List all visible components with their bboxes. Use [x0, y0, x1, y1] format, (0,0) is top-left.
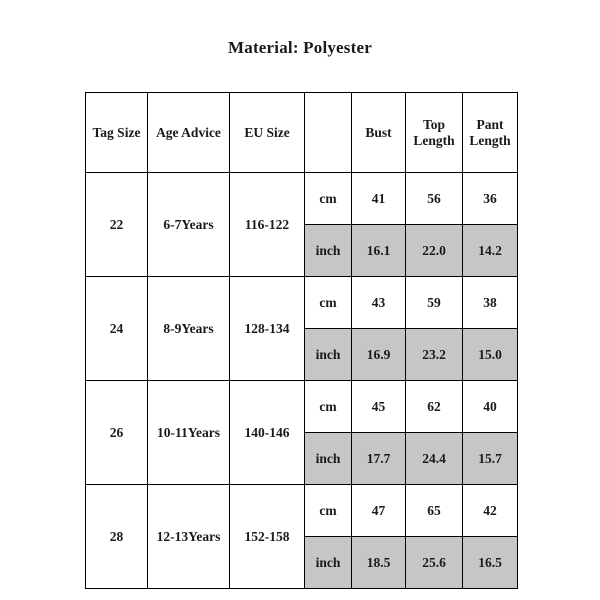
column-header-eu-size: EU Size [230, 93, 305, 173]
cell-bust-inch: 16.1 [352, 225, 406, 277]
cell-unit-cm: cm [305, 277, 352, 329]
table-body [86, 173, 518, 589]
cell-pant-length-inch: 15.0 [463, 329, 518, 381]
table-row [86, 173, 518, 225]
cell-bust-cm: 43 [352, 277, 406, 329]
cell-tag-size: 26 [86, 381, 148, 485]
cell-pant-length-inch: 16.5 [463, 537, 518, 589]
cell-bust-inch: 18.5 [352, 537, 406, 589]
cell-unit-inch: inch [305, 433, 352, 485]
cell-top-length-cm: 56 [406, 173, 463, 225]
cell-top-length-inch: 23.2 [406, 329, 463, 381]
cell-pant-length-inch: 14.2 [463, 225, 518, 277]
cell-unit-inch: inch [305, 537, 352, 589]
cell-eu-size: 128-134 [230, 277, 305, 381]
cell-age-advice: 8-9Years [148, 277, 230, 381]
cell-age-advice: 10-11Years [148, 381, 230, 485]
cell-tag-size: 28 [86, 485, 148, 589]
column-header-pant-length [463, 93, 518, 173]
cell-bust-inch: 17.7 [352, 433, 406, 485]
table-header [86, 93, 518, 173]
size-chart-table [85, 92, 518, 589]
page-title: Material: Polyester [228, 38, 372, 57]
cell-pant-length-inch: 15.7 [463, 433, 518, 485]
column-header-age-advice: Age Advice [148, 93, 230, 173]
cell-tag-size: 22 [86, 173, 148, 277]
cell-bust-cm: 45 [352, 381, 406, 433]
cell-unit-cm: cm [305, 173, 352, 225]
cell-top-length-cm: 65 [406, 485, 463, 537]
cell-top-length-inch: 24.4 [406, 433, 463, 485]
column-header-unit [305, 93, 352, 173]
column-header-pant-length-line1: Pant [476, 116, 504, 132]
column-header-tag-size: Tag Size [86, 93, 148, 173]
cell-unit-cm: cm [305, 381, 352, 433]
cell-pant-length-cm: 38 [463, 277, 518, 329]
table-row [86, 277, 518, 329]
cell-top-length-inch: 22.0 [406, 225, 463, 277]
table-row [86, 485, 518, 537]
cell-bust-inch: 16.9 [352, 329, 406, 381]
column-header-top-length-line2: Length [413, 132, 455, 148]
column-header-top-length-line1: Top [422, 116, 446, 132]
cell-bust-cm: 47 [352, 485, 406, 537]
column-header-bust: Bust [352, 93, 406, 173]
cell-top-length-inch: 25.6 [406, 537, 463, 589]
cell-bust-cm: 41 [352, 173, 406, 225]
cell-unit-inch: inch [305, 329, 352, 381]
cell-eu-size: 140-146 [230, 381, 305, 485]
cell-eu-size: 152-158 [230, 485, 305, 589]
cell-unit-inch: inch [305, 225, 352, 277]
cell-unit-cm: cm [305, 485, 352, 537]
cell-pant-length-cm: 40 [463, 381, 518, 433]
table-row [86, 381, 518, 433]
cell-pant-length-cm: 42 [463, 485, 518, 537]
cell-top-length-cm: 62 [406, 381, 463, 433]
cell-pant-length-cm: 36 [463, 173, 518, 225]
column-header-pant-length-line2: Length [469, 132, 511, 148]
cell-tag-size: 24 [86, 277, 148, 381]
cell-age-advice: 12-13Years [148, 485, 230, 589]
cell-top-length-cm: 59 [406, 277, 463, 329]
cell-eu-size: 116-122 [230, 173, 305, 277]
column-header-top-length [406, 93, 463, 173]
table-header-row [86, 93, 518, 173]
cell-age-advice: 6-7Years [148, 173, 230, 277]
